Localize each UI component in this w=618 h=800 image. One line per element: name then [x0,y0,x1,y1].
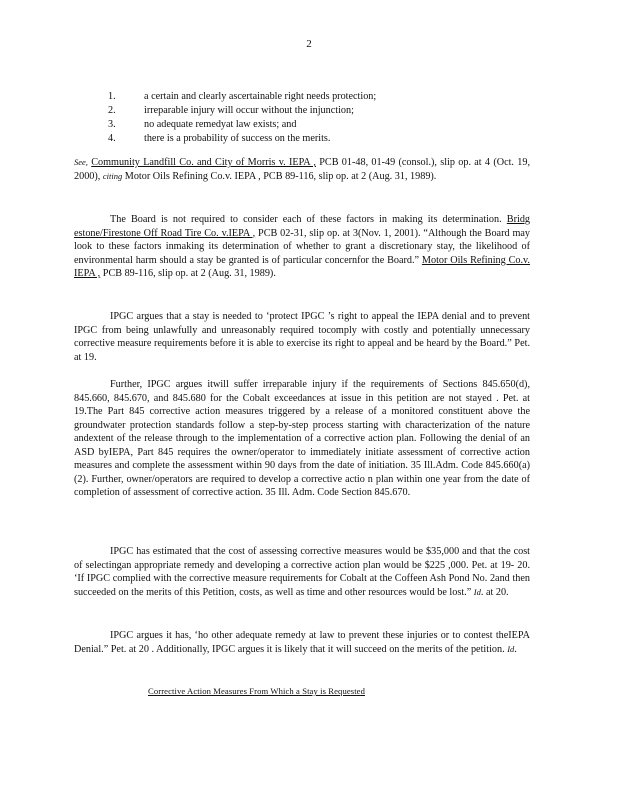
list-text: there is a probability of success on the merits. [144,133,331,144]
body-paragraph [74,213,530,281]
list-number: 4. [108,133,116,144]
paragraph-text: IPGC has estimated that the cost of assessing corrective measures would be $35,000 and that the cost of selectingan appropriate remedy and developing a corrective action plan would be $225 ,000. Pet. at 19- 20. ‘If IPGC complied with the corrective measure requirements for Cobalt at the Coffeen Ash Pond No. 2and then succeeded on the merits of this Petition, costs, as well as time and other resources would be lost.” [74,546,530,598]
paragraph-text: . [514,643,517,655]
body-paragraph: IPGC argues that a stay is needed to ‘protect IPGC ’s right to appeal the IEPA denial and to prevent IPGC from being unlawfully and unreasonably required tocomply with costly and potentially unnecessary corrective measure requirements before it is able to exercise its right to appeal and be heard by the Board.” Pet. at 19. [74,311,530,363]
citing-signal: citing [102,170,123,181]
body-paragraph [74,629,530,656]
list-text: irreparable injury will occur without the injunction; [144,105,354,116]
paragraph-text: . at 20. [480,586,509,598]
list-number: 1. [108,91,116,102]
paragraph-text: PCB 02-31, slip op. at 3(Nov. 1, 2001). “Although the Board may look to these factors inmaking its determination of whether to grant a discretionary stay, the likelihood of environmental harm should a stay be granted is of particular concernfor the Board.” [74,227,531,266]
list-text: no adequate remedyat law exists; and [144,119,297,130]
citation-text: PCB 01-48, 01-49 (consol.), slip op. at 4 (Oct. 19, 2000), [74,157,530,182]
list-item [108,104,438,118]
case-name: Community Landfill Co. and City of Morris v. IEPA , [91,157,316,168]
paragraph-text: PCB 89-116, slip op. at 2 (Aug. 31, 1989). [102,268,276,279]
paragraph-text: The Board is not required to consider each of these factors in making its determination. [110,214,502,225]
citation-signal: See, [74,157,88,167]
list-item [108,132,438,146]
case-name: Motor Oils Refining Co.v. IEPA , [74,254,530,279]
section-heading: Corrective Action Measures From Which a Stay is Requested [148,686,365,696]
case-name: Bridg estone/Firestone Off Road Tire Co. v.IEPA , [74,214,531,239]
citation-paragraph [74,156,530,183]
list-text: a certain and clearly ascertainable right needs protection; [144,91,377,102]
citation-text: PCB 89-116, slip op. at 2 (Aug. 31, 1989). [263,170,437,182]
page-number: 2 [306,38,312,50]
case-name: Motor Oils Refining Co.v. IEPA , [124,170,261,182]
list-item [108,118,438,132]
list-item [108,90,438,104]
list-number: 2. [108,105,116,116]
id-signal: Id [473,586,481,597]
paragraph-text: IPGC argues it has, ‘ho other adequate remedy at law to prevent these injuries or to contest theIEPA Denial.” Pet. at 20 . Additionally, IPGC argues it is likely that it will succeed on the merits of the petition. [74,630,530,655]
id-signal: Id [507,643,515,654]
criteria-list [108,90,438,146]
body-paragraph: Further, IPGC argues itwill suffer irreparable injury if the requirements of Sections 845.650(d), 845.660, 845.670, and 845.680 for the Cobalt exceedances at issue in this petition are not stayed . Pet. at 19.The Part 845 corrective action measures triggered by a release of a monitored constituent above the groundwater protection standards follow a step-by-step process starting with characterization of the nature andextent of the release through to the implementation of a corrective action plan. Following the denial of an ASD byIEPA, Part 845 requires the owner/operator to immediately initiate assessment of corrective action measures and complete the assessment within 90 days from the date of initiation. 35 Ill.Adm. Code 845.660(a)(2). Further, owner/operators are required to develop a corrective actio n plan within one year from the date of completion of assessment of corrective action. 35 Ill. Adm. Code Section 845.670. [74,379,530,498]
list-number: 3. [108,119,116,130]
body-paragraph [74,545,530,599]
